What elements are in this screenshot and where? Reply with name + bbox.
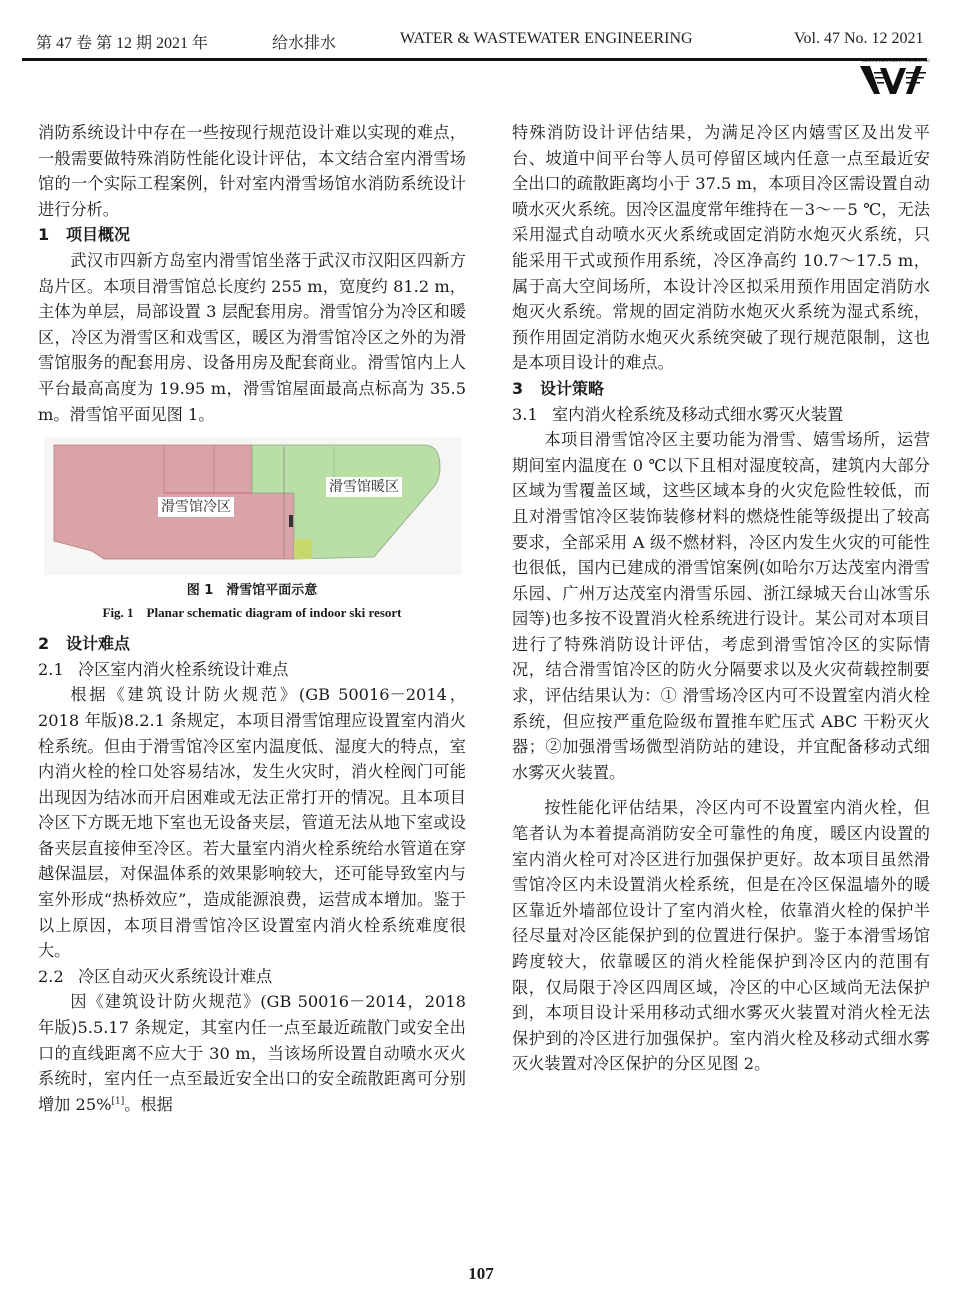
subsection-2-1-paragraph: 根据《建筑设计防火规范》(GB 50016－2014，2018 年版)8.2.1 条规定，本项目滑雪馆理应设置室内消火栓系统。但由于滑雪馆冷区室内温度低、湿度大的特点，室内消火栓的栓口处容易结冰，发生火灾时，消火栓阀门可能出现因为结冰而开启困难或无法正常打开的情况。且本项目冷区下方既无地下室也无设备夹层，管道无法从地下室或设备夹层直接伸至冷区。若大量室内消火栓系统给水管道在穿越保温层，对保温体系的效果影响较大，还可能导致室内与室外形成“热桥效应”，造成能源浪费，运营成本增加。鉴于以上原因，本项目滑雪馆冷区设置室内消火栓系统难度很大。	[38, 685, 466, 961]
section-3-heading	[512, 376, 930, 402]
intro-paragraph: 消防系统设计中存在一些按现行规范设计难以实现的难点，一般需要做特殊消防性能化设计评估，本文结合室内滑雪场馆的一个实际工程案例，针对室内滑雪场馆水消防系统设计进行分析。	[38, 123, 466, 219]
subsection-title: 冷区室内消火栓系统设计难点	[78, 659, 289, 679]
section-title: 设计难点	[66, 634, 131, 654]
subsection-number: 3.1	[512, 404, 538, 424]
paragraph-text: 因《建筑设计防火规范》(GB 50016－2014，2018 年版)5.5.17 条规定，其室内任一点至最近疏散门或安全出口的直线距离不应大于 30 m，当该场所设置自动喷水灭火系统时，室内任一点至最近安全出口的安全疏散距离可分别增加 25%	[38, 992, 466, 1114]
subsection-title: 室内消火栓系统及移动式细水雾灭火装置	[552, 404, 844, 424]
subsection-number: 2.1	[38, 659, 64, 679]
header-volume-cn: 第 47 卷 第 12 期 2021 年	[36, 35, 209, 52]
section-title: 项目概况	[66, 225, 131, 245]
figure-1-caption-cn: 图 1 滑雪馆平面示意	[186, 583, 318, 599]
subsection-2-2-paragraph	[38, 989, 466, 1117]
section-1-paragraph: 武汉市四新方岛室内滑雪馆坐落于武汉市汉阳区四新方岛片区。本项目滑雪馆总长度约 255 m，宽度约 81.2 m，主体为单层，局部设置 3 层配套用房。滑雪馆分为冷区和暖区，冷区为滑雪区和戏雪区，暖区为滑雪馆冷区之外的为滑雪馆服务的配套用房、设备用房及配套商业。滑雪馆内上人平台最高高度为 19.95 m，滑雪馆屋面最高点标高为 35.5 m。滑雪馆平面见图 1。	[38, 250, 466, 424]
warm-zone-label: 滑雪馆暖区	[326, 477, 402, 497]
continued-paragraph: 特殊消防设计评估结果，为满足冷区内嬉雪区及出发平台、坡道中间平台等人员可停留区域内任意一点至最近安全出口的疏散距离均小于 37.5 m，本项目冷区需设置自动喷水灭火系统。因冷区温度常年维持在－3～－5 ℃，无法采用湿式自动喷水灭火系统或固定消防水炮灭火系统，只能采用干式或预作用系统，冷区净高约 10.7～17.5 m，属于高大空间场所，本设计冷区拟采用预作用固定消防水炮灭火系统。常规的固定消防水炮灭火系统为湿式系统，预作用固定消防水炮灭火系统突破了现行规范限制，这也是本项目设计的难点。	[512, 123, 930, 373]
subsection-3-1-paragraph-2: 按性能化评估结果，冷区内可不设置室内消火栓，但笔者认为本着提高消防安全可靠性的角度，暖区内设置的室内消火栓可对冷区进行加强保护更好。故本项目虽然滑雪馆冷区内未设置消火栓系统，但是在冷区保温墙外的暖区靠近外墙部位设计了室内消火栓，依靠消火栓的保护半径尽量对冷区能保护到的位置进行保护。鉴于本滑雪场馆跨度较大，依靠暖区的消火栓能保护到冷区内的范围有限，仅局限于冷区四周区域，冷区的中心区域尚无法保护到，本项目设计采用移动式细水雾灭火装置对消火栓无法保护到的冷区进行加强保护。室内消火栓及移动式细水雾灭火装置对冷区保护的分区见图 2。	[512, 798, 930, 1074]
header-rule	[22, 58, 927, 61]
ski-resort-floor-plan	[44, 437, 462, 575]
section-number: 3	[512, 378, 524, 398]
right-column	[512, 120, 930, 1077]
page-number: 107	[468, 1264, 494, 1283]
logo-caption: WATER & WASTEWATER ENGINEERING	[861, 59, 930, 63]
subsection-3-1-heading	[512, 402, 930, 428]
subsection-3-1-paragraph-1: 本项目滑雪馆冷区主要功能为滑雪、嬉雪场所，运营期间室内温度在 0 ℃以下且相对湿度较高，建筑内大部分区域为雪覆盖区域，这些区域本身的火灾危险性较低，而且对滑雪馆冷区装饰装修材料的燃烧性能等级提出了较高要求，全部采用 A 级不燃材料，冷区内发生火灾的可能性也很低，国内已建成的滑雪馆案例(如哈尔万达茂室内滑雪乐园、广州万达茂室内滑雪乐园、浙江绿城天台山冰雪乐园等)也多按不设置消火栓系统进行设计。某公司对本项目进行了特殊消防设计评估，考虑到滑雪馆冷区的实际情况，结合滑雪馆冷区的防火分隔要求以及火灾荷载控制要求，评估结果认为：① 滑雪场冷区内可不设置室内消火栓系统，但应按严重危险级布置推车贮压式 ABC 干粉灭火器；②加强滑雪场微型消防站的建设，并宜配备移动式细水雾灭火装置。	[512, 430, 930, 782]
header-journal-cn: 给水排水	[272, 35, 337, 52]
subsection-2-2-heading	[38, 964, 466, 990]
left-column	[38, 120, 466, 1117]
paragraph-text: 。根据	[124, 1094, 173, 1114]
header-journal-en: WATER & WASTEWATER ENGINEERING	[400, 30, 693, 47]
figure-1	[38, 437, 466, 575]
section-1-heading	[38, 222, 466, 248]
header-volume-en: Vol. 47 No. 12 2021	[794, 30, 924, 47]
section-number: 1	[38, 225, 50, 245]
section-2-heading	[38, 631, 466, 657]
subsection-2-1-heading	[38, 657, 466, 683]
figure-1-caption-en: Fig. 1 Planar schematic diagram of indoor ski resort	[102, 605, 402, 621]
section-number: 2	[38, 634, 50, 654]
journal-logo-icon	[850, 56, 930, 96]
cold-zone-label: 滑雪馆冷区	[158, 497, 234, 517]
section-title: 设计策略	[540, 378, 605, 398]
subsection-number: 2.2	[38, 966, 64, 986]
subsection-title: 冷区自动灭火系统设计难点	[78, 966, 273, 986]
citation-ref[interactable]: [1]	[111, 1096, 125, 1107]
running-header	[22, 30, 940, 52]
